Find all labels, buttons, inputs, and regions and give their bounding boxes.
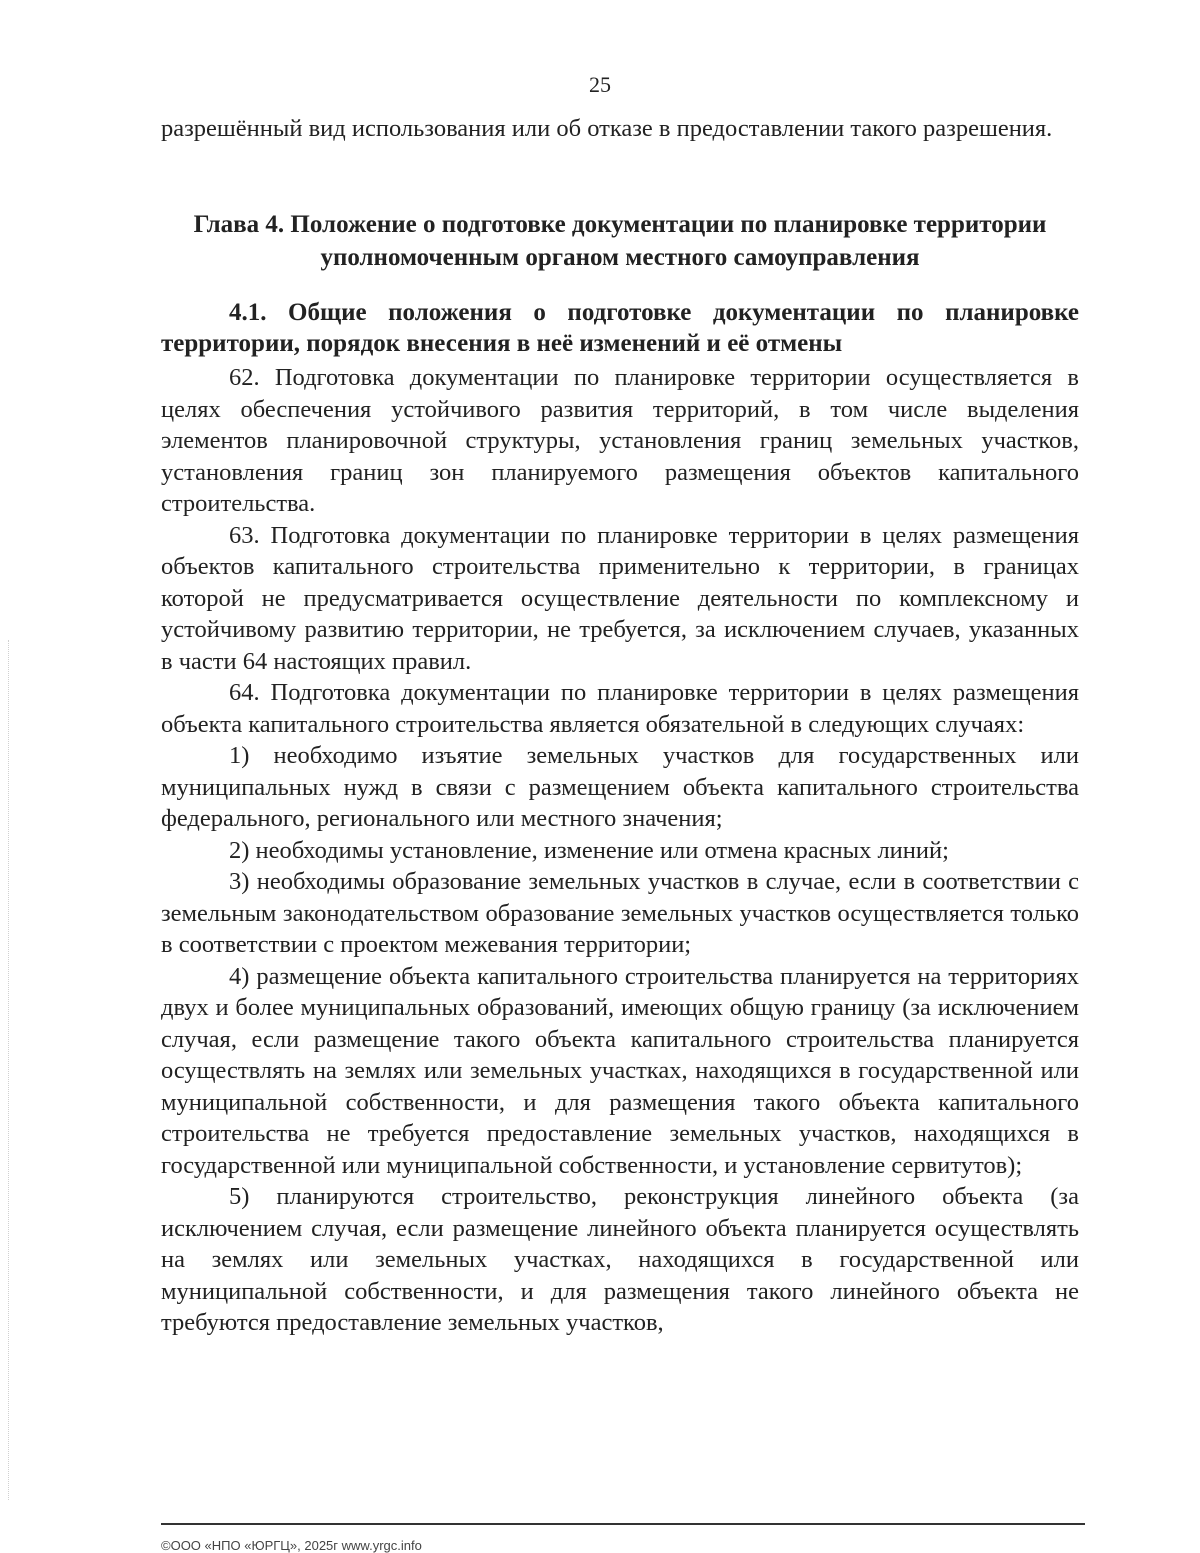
list-item-4: 4) размещение объекта капитального строительства планируется на территориях двух и более муниципальных образований, имеющих общую границу (за исключением случая, если размещение такого объекта капитального строительства планируется осуществлять на землях или земельных участках, находящихся в государственной или муниципальной собственности, и для размещения такого объекта капитального строительства не требуется предоставление земельных участков, находящихся в государственной или муниципальной собственности, и установление сервитутов); — [161, 962, 1079, 1179]
list-item-1: 1) необходимо изъятие земельных участков для государственных или муниципальных нужд в связи с размещением объекта капитального строительства федерального, регионального или местного значения; — [161, 742, 1079, 832]
list-item-5: 5) планируются строительство, реконструкция линейного объекта (за исключением случая, если размещение линейного объекта планируется осуществлять на землях или земельных участках, находящихся в государственной или муниципальной собственности, и для размещения такого линейного объекта не требуются предоставление земельных участков, — [161, 1183, 1079, 1336]
main-body — [161, 362, 1079, 1339]
intro-continuation — [161, 113, 1079, 145]
paragraph-62: 62. Подготовка документации по планировке территории осуществляется в целях обеспечения устойчивого развития территорий, в том числе выделения элементов планировочной структуры, установления границ земельных участков, установления границ зон планируемого размещения объектов капитального строительства. — [161, 364, 1079, 517]
section-title: 4.1. Общие положения о подготовке документации по планировке территории, порядок внесения в неё изменений и её отмены — [161, 299, 1079, 357]
intro-paragraph: разрешённый вид использования или об отказе в предоставлении такого разрешения. — [161, 115, 1053, 142]
page-number: 25 — [589, 72, 611, 97]
chapter-title: Глава 4. Положение о подготовке документации по планировке территории уполномоченным органом местного самоуправления — [193, 211, 1047, 271]
list-item-3: 3) необходимы образование земельных участков в случае, если в соответствии с земельным законодательством образование земельных участков осуществляется только в соответствии с проектом межевания территории; — [161, 868, 1079, 958]
footer-divider — [161, 1523, 1085, 1525]
paragraph-64: 64. Подготовка документации по планировке территории в целях размещения объекта капитального строительства является обязательной в следующих случаях: — [161, 679, 1079, 738]
footer-copyright: ©ООО «НПО «ЮРГЦ», 2025г www.yrgc.info — [161, 1538, 422, 1553]
list-item-2: 2) необходимы установление, изменение или отмена красных линий; — [229, 836, 949, 864]
paragraph-63: 63. Подготовка документации по планировке территории в целях размещения объектов капитального строительства применительно к территории, в границах которой не предусматривается осуществление деятельности по комплексному и устойчивому развитию территории, не требуется, за исключением случаев, указанных в части 64 настоящих правил. — [161, 521, 1079, 675]
scan-edge-artifact — [8, 640, 10, 1500]
